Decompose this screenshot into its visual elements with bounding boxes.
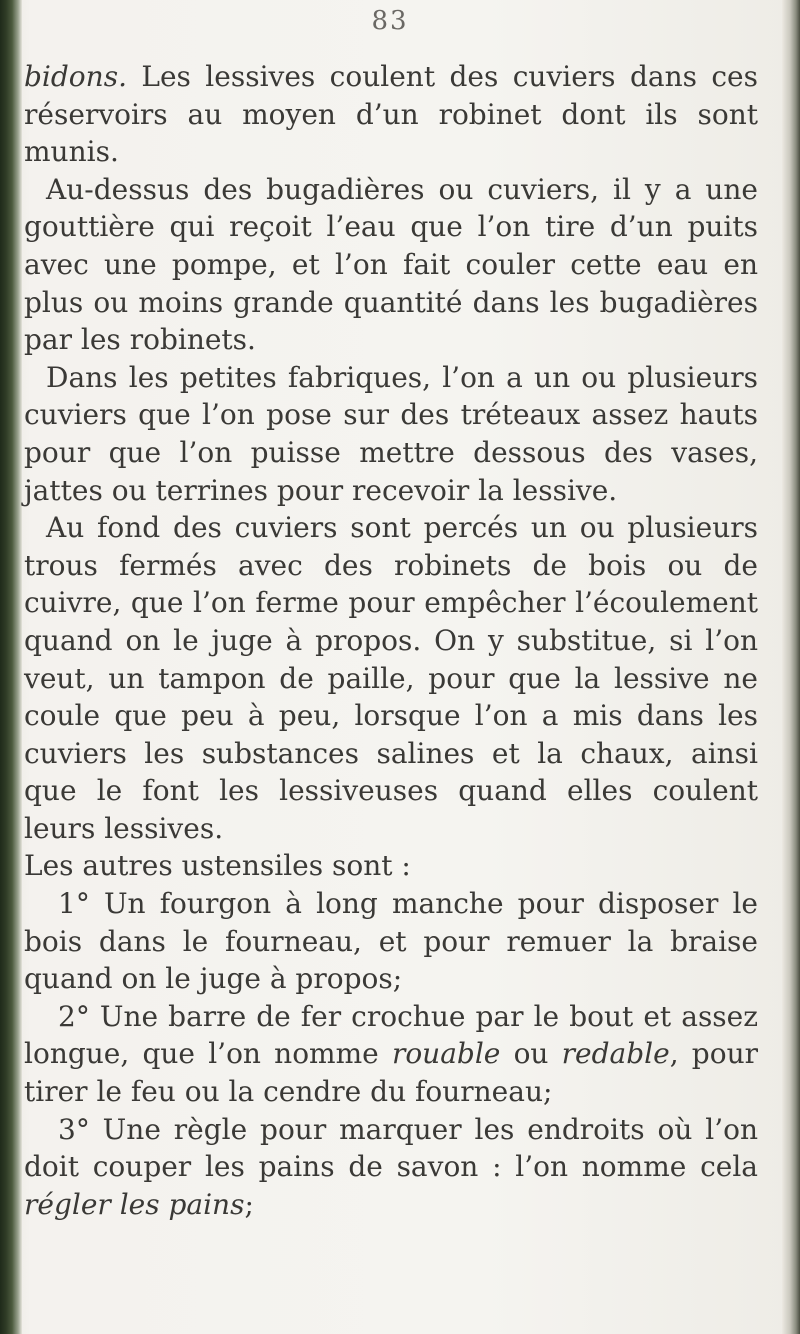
paragraph-1 [24, 58, 758, 171]
paragraph-1-text: Les lessives coulent des cuviers dans ces réservoirs au moyen d’un robinet dont ils sont munis. [24, 60, 758, 169]
list-item-3-after: ; [244, 1187, 254, 1221]
list-item-3 [24, 1111, 758, 1224]
list-item-2-after: , pour tirer le feu ou la cendre du fourneau; [24, 1037, 759, 1109]
body-text [24, 58, 759, 1223]
page-gutter-shadow [0, 0, 22, 1334]
paragraph-4: Au fond des cuviers sont percés un ou plusieurs trous fermés avec des robinets de bois ou de cuivre, que l’on ferme pour empêcher l’écoulement quand on le juge à propos. On y substitue, si l’on veut, un tampon de paille, pour que la lessive ne coule que peu à peu, lorsque l’on a mis dans les cuviers les substances salines et la chaux, ainsi que le font les lessiveuses quand elles coulent leurs lessives. [24, 511, 758, 845]
page-number: 83 [371, 6, 409, 36]
text-column [24, 58, 758, 1223]
paragraph-3: Dans les petites fabriques, l’on a un ou plusieurs cuviers que l’on pose sur des tréteaux assez hauts pour que l’on puisse mettre dessous des vases, jattes ou terrines pour recevoir la lessive. [24, 360, 758, 507]
list-item-2-middle: ou [500, 1037, 562, 1071]
list-item-2-term-1: rouable [391, 1037, 501, 1071]
list-item-3-before: 3° Une règle pour marquer les endroits où l’on doit couper les pains de savon : l’on nomme cela [24, 1112, 758, 1184]
list-item-1: 1° Un fourgon à long manche pour disposer le bois dans le fourneau, et pour remuer la braise quand on le juge à propos; [24, 887, 758, 996]
paragraph-1-lead: bidons. [24, 60, 127, 93]
page-edge-shadow [782, 0, 800, 1334]
paragraph-2: Au-dessus des bugadières ou cuviers, il y a une gouttière qui reçoit l’eau que l’on tire d’un puits avec une pompe, et l’on fait couler cette eau en plus ou moins grande quantité dans les bugadières par les robinets. [24, 172, 758, 357]
paragraph-5: Les autres ustensiles sont : [24, 849, 411, 883]
list-item-2-before: 2° Une barre de fer crochue par le bout et assez longue, que l’on nomme [24, 999, 758, 1071]
list-item-2 [24, 998, 758, 1111]
list-item-3-term: régler les pains [24, 1187, 245, 1221]
list-item-2-term-2: redable [561, 1037, 670, 1071]
